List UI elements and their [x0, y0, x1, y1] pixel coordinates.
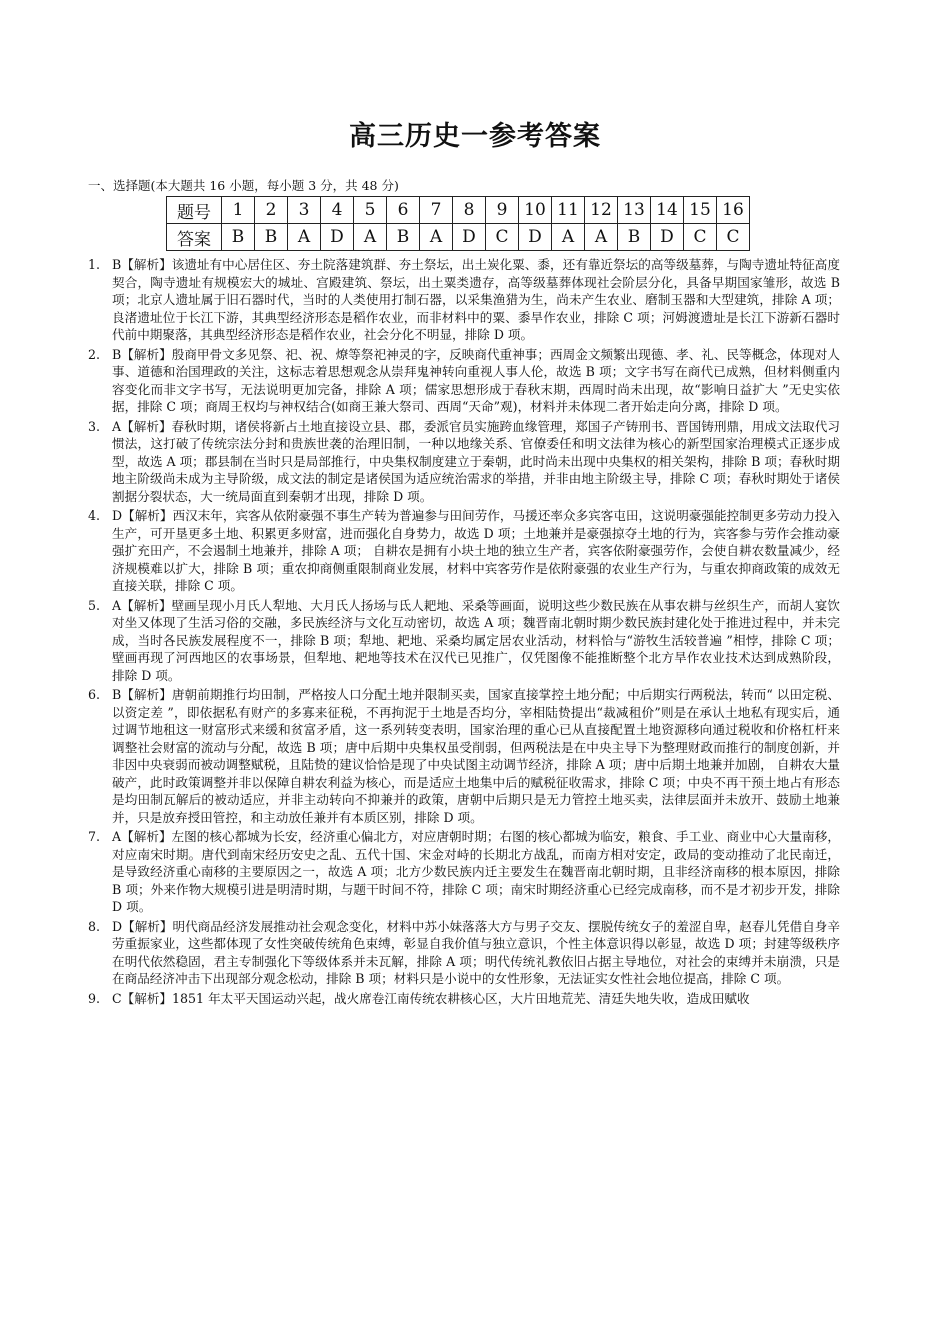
explanation-item [88, 990, 840, 1008]
question-number: 5 [354, 197, 387, 224]
question-number: 8 [453, 197, 486, 224]
answer-cell: B [255, 224, 288, 251]
explanation-number: 5. [88, 597, 101, 613]
row-label: 题号 [167, 197, 222, 224]
explanation-item [88, 918, 840, 988]
question-number: 11 [552, 197, 585, 224]
answer-cell: B [222, 224, 255, 251]
explanation-text: A【解析】左图的核心都城为长安，经济重心偏北方，对应唐朝时期；右图的核心都城为临安，粮食、手工业、商业中心大量南移，对应南宋时期。唐代到南宋经历安史之乱、五代十国、宋金对峙的长期北方战乱，而南方相对安定，政局的变动推动了北民南迁，是导致经济重心南移的主要原因之一，故选 A 项；北方少数民族内迁主要发生在魏晋南北朝时期，且非经济南移的根本原因，排除 B 项；外来作物大规模引进是明清时期，与题干时间不符，排除 C 项；南宋时期经济重心已经完成南移，而不是才初步开发，排除 D 项。 [112, 829, 840, 914]
answer-cell: B [387, 224, 420, 251]
question-number: 16 [717, 197, 750, 224]
answer-cell: A [288, 224, 321, 251]
question-number: 4 [321, 197, 354, 224]
answer-table [166, 196, 750, 251]
explanation-item [88, 686, 840, 826]
explanation-number: 1. [88, 257, 101, 272]
explanation-text: D【解析】西汉末年，宾客从依附豪强不事生产转为普遍参与田间劳作，马援还率众多宾客屯田，这说明豪强能控制更多劳动力投入生产，可开垦更多土地、积累更多财富，进而强化自身势力，故选 D 项；土地兼并是豪强掠夺土地的行为，宾客参与劳作会推动豪强扩充田产，不会遏制土地兼并，排除 A 项； 自耕农是拥有小块土地的独立生产者，宾客依附豪强劳作，会使自耕农数量减少，经济规模难以扩大，排除 B 项；重农抑商侧重限制商业发展，材料中宾客劳作是依附豪强的农业生产行为，与重农抑商政策的成效无直接关联，排除 C 项。 [112, 508, 840, 593]
answer-cell: C [486, 224, 519, 251]
answer-cell: D [321, 224, 354, 251]
explanation-text: A【解析】壁画呈现小月氏人犁地、大月氏人扬场与氐人耙地、采桑等画面，说明这些少数民族在从事农耕与丝织生产，而胡人宴饮对坐又体现了生活习俗的交融，多民族经济与文化互动密切，故选 A 项；魏晋南北朝时期少数民族封建化处于推进过程中，并未完成，当时各民族发展程度不一，排除 B 项；犁地、耙地、采桑均属定居农业活动，材料恰与“游牧生活较普遍 ”相悖，排除 C 项；壁画再现了河西地区的农事场景，但犁地、耙地等技术在汉代已见推广，仅凭图像不能推断整个北方旱作农业技术达到成熟阶段，排除 D 项。 [112, 597, 840, 683]
explanation-text: C【解析】1851 年太平天国运动兴起，战火席卷江南传统农耕核心区，大片田地荒芜、清廷失地失收，造成田赋收 [112, 990, 750, 1006]
table-row-answers [167, 224, 750, 251]
question-number: 2 [255, 197, 288, 224]
table-row-numbers [167, 197, 750, 224]
question-number: 10 [519, 197, 552, 224]
question-number: 9 [486, 197, 519, 224]
explanation-number: 2. [88, 346, 101, 362]
answer-cell: D [519, 224, 552, 251]
explanation-list [88, 256, 840, 1009]
explanation-number: 4. [88, 508, 101, 523]
answer-cell: D [453, 224, 486, 251]
explanation-item [88, 256, 840, 344]
explanation-item [88, 828, 840, 916]
answer-cell: D [651, 224, 684, 251]
question-number: 3 [288, 197, 321, 224]
explanation-number: 7. [88, 829, 101, 844]
explanation-text: B【解析】殷商甲骨文多见祭、祀、祝、燎等祭祀神灵的字，反映商代重神事；西周金文频繁出现德、孝、礼、民等概念，体现对人事、道德和治国理政的关注，这标志着思想观念从崇拜鬼神转向重视人事人伦，故选 B 项；文字书写在商代已成熟，但材料侧重内容变化而非文字书写，无法说明更加完备，排除 A 项；儒家思想形成于春秋末期，西周时尚未出现，故“影响日益扩大 ”无史实依据，排除 C 项；商周王权均与神权结合(如商王兼大祭司、西周“天命”观)，材料并未体现二者开始走向分离，排除 D 项。 [112, 346, 840, 414]
explanation-number: 3. [88, 418, 101, 434]
explanation-text: B【解析】该遗址有中心居住区、夯土院落建筑群、夯土祭坛，出土炭化粟、黍，还有靠近祭坛的高等级墓葬，与陶寺遗址特征高度契合，陶寺遗址有规模宏大的城址、宫殿建筑、祭坛，出土粟类遗存，高等级墓葬体现社会阶层分化，具备早期国家雏形，故选 B 项；北京人遗址属于旧石器时代，当时的人类使用打制石器，以采集渔猎为生，尚未产生农业、磨制玉器和大型建筑，排除 A 项；良渚遗址位于长江下游，其典型经济形态是稻作农业，而非材料中的粟、黍旱作农业，排除 C 项；河姆渡遗址是长江下游新石器时代前中期聚落，其典型经济形态是稻作农业，社会分化不明显，排除 D 项。 [112, 257, 840, 342]
answer-cell: A [585, 224, 618, 251]
question-number: 7 [420, 197, 453, 224]
answer-cell: A [420, 224, 453, 251]
explanation-number: 6. [88, 687, 101, 702]
question-number: 14 [651, 197, 684, 224]
section-heading: 一、选择题(本大题共 16 小题，每小题 3 分，共 48 分) [88, 178, 399, 193]
explanation-item [88, 346, 840, 416]
question-number: 13 [618, 197, 651, 224]
row-label: 答案 [167, 224, 222, 251]
explanation-text: D【解析】明代商品经济发展推动社会观念变化，材料中苏小妹落落大方与男子交友、摆脱传统女子的羞涩自卑，赵春儿凭借自身辛劳重振家业，这些都体现了女性突破传统角色束缚，彰显自我价值与独立意识，个性主体意识得以彰显，故选 D 项；封建等级秩序在明代依然稳固，君主专制强化下等级体系并未瓦解，排除 A 项；明代传统礼教依旧占据主导地位，对社会的束缚并未崩溃，只是在商品经济冲击下出现部分观念松动，排除 B 项；材料只是小说中的女性形象，无法证实女性社会地位提高，排除 C 项。 [112, 918, 840, 986]
answer-cell: A [354, 224, 387, 251]
answer-cell: A [552, 224, 585, 251]
answer-cell: B [618, 224, 651, 251]
question-number: 1 [222, 197, 255, 224]
explanation-text: B【解析】唐朝前期推行均田制，严格按人口分配土地并限制买卖，国家直接掌控土地分配；中后期实行两税法，转而“ 以田定税、以资定差 ”，即依据私有财产的多寡来征税，不再拘泥于土地是否均分，宰相陆贽提出“裁减租价”则是在承认土地私有现实后，通过调节地租这一财富形式来缓和贫富矛盾，这一系列转变表明，国家治理的重心已从直接配置土地资源移向通过税收和价格杠杆来调整社会财富的流动与分配，故选 B 项；唐中后期中央集权虽受削弱，但两税法是在中央主导下为整理财政而推行的制度创新，并非因中央衰弱而被动调整赋税，且陆贽的建议恰恰是现了中央试图主动调节经济，排除 A 项；唐中后期土地兼并加剧， 自耕农大量破产，此时政策调整并非以保障自耕农利益为核心，而是适应土地集中后的赋税征收需求，排除 C 项；中央不再干预土地占有形态是均田制瓦解后的被动适应，并非主动转向不抑兼并的政策，唐朝中后期只是无力管控土地买卖，法律层面并未放开、鼓励土地兼并，只是放弃授田管控，和主动放任兼并有本质区别，排除 D 项。 [112, 687, 840, 825]
answer-cell: C [684, 224, 717, 251]
explanation-item [88, 597, 840, 685]
page-title: 高三历史一参考答案 [349, 121, 601, 152]
explanation-item [88, 418, 840, 506]
question-number: 15 [684, 197, 717, 224]
answer-cell: C [717, 224, 750, 251]
question-number: 12 [585, 197, 618, 224]
explanation-text: A【解析】春秋时期，诸侯将新占土地直接设立县、郡，委派官员实施跨血缘管理，郑国子产铸刑书、晋国铸刑鼎，用成文法取代习惯法，这打破了传统宗法分封和贵族世袭的治理旧制，一种以地缘关系、官僚委任和明文法律为核心的新型国家治理模式正逐步成型，故选 A 项；郡县制在当时只是局部推行，中央集权制度建立于秦朝，此时尚未出现中央集权的相关架构，排除 B 项；春秋时期地主阶级尚未成为主导阶级，成文法的制定是诸侯国为适应统治需求的举措，并非由地主阶级主导，排除 C 项；春秋时期处于诸侯割据分裂状态，大一统局面直到秦朝才出现，排除 D 项。 [112, 418, 840, 504]
explanation-number: 8. [88, 918, 101, 934]
explanation-number: 9. [88, 990, 101, 1006]
question-number: 6 [387, 197, 420, 224]
explanation-item [88, 507, 840, 595]
